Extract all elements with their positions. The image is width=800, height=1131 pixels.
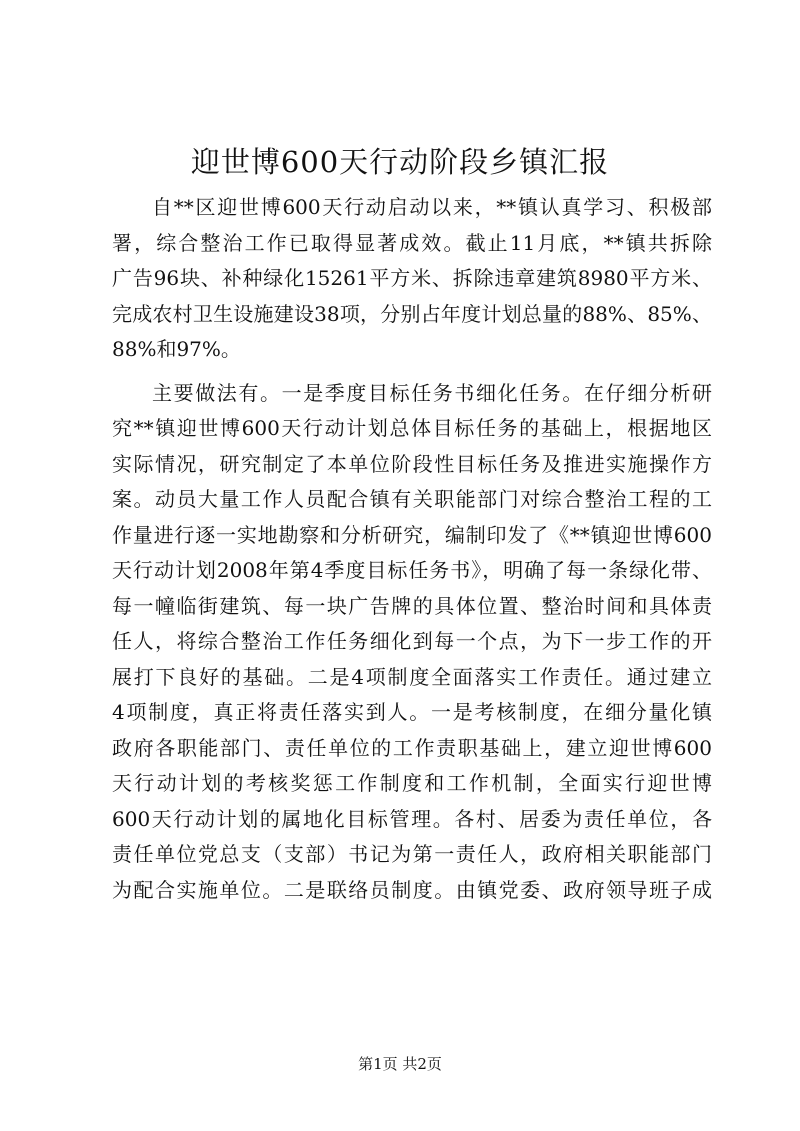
paragraph-methods [112,376,712,909]
paragraph-intro [112,190,712,368]
text-line: 责任单位党总支（支部）书记为第一责任人，政府相关职能部门 [112,842,712,866]
text-line: 88%和97%。 [112,337,241,361]
text-line: 究**镇迎世博600天行动计划总体目标任务的基础上，根据地区 [112,416,712,440]
text-line: 天行动计划2008年第4季度目标任务书》，明确了每一条绿化带、 [112,558,712,582]
text-line: 完成农村卫生设施建设38项，分别占年度计划总量的88%、85%、 [112,301,712,326]
page-number-footer: 第1页 共2页 [358,1055,442,1073]
text-line: 广告96块、补种绿化15261平方米、拆除违章建筑8980平方米、 [112,266,712,290]
text-line: 每一幢临街建筑、每一块广告牌的具体位置、整治时间和具体责 [112,593,712,618]
text-line: 任人，将综合整治工作任务细化到每一个点，为下一步工作的开 [112,629,712,653]
text-line: 600天行动计划的属地化目标管理。各村、居委为责任单位，各 [112,806,712,831]
text-line: 4项制度，真正将责任落实到人。一是考核制度，在细分量化镇 [112,700,712,724]
text-line: 作量进行逐一实地勘察和分析研究，编制印发了《**镇迎世博600 [112,522,712,547]
text-line: 实际情况，研究制定了本单位阶段性目标任务及推进实施操作方 [112,451,712,476]
text-line: 主要做法有。一是季度目标任务书细化任务。在仔细分析研 [152,380,712,405]
text-line: 案。动员大量工作人员配合镇有关职能部门对综合整治工程的工 [112,487,712,511]
document-title: 迎世博600天行动阶段乡镇汇报 [190,145,610,179]
document-body [112,190,712,908]
text-line: 自**区迎世博600天行动启动以来，**镇认真学习、积极部 [152,195,712,219]
text-line: 为配合实施单位。二是联络员制度。由镇党委、政府领导班子成 [112,877,712,902]
text-line: 政府各职能部门、责任单位的工作责职基础上，建立迎世博600 [112,735,712,760]
text-line: 天行动计划的考核奖惩工作制度和工作机制，全面实行迎世博 [112,771,712,795]
text-line: 署，综合整治工作已取得显著成效。截止11月底，**镇共拆除 [112,230,712,255]
text-line: 展打下良好的基础。二是4项制度全面落实工作责任。通过建立 [112,664,712,689]
